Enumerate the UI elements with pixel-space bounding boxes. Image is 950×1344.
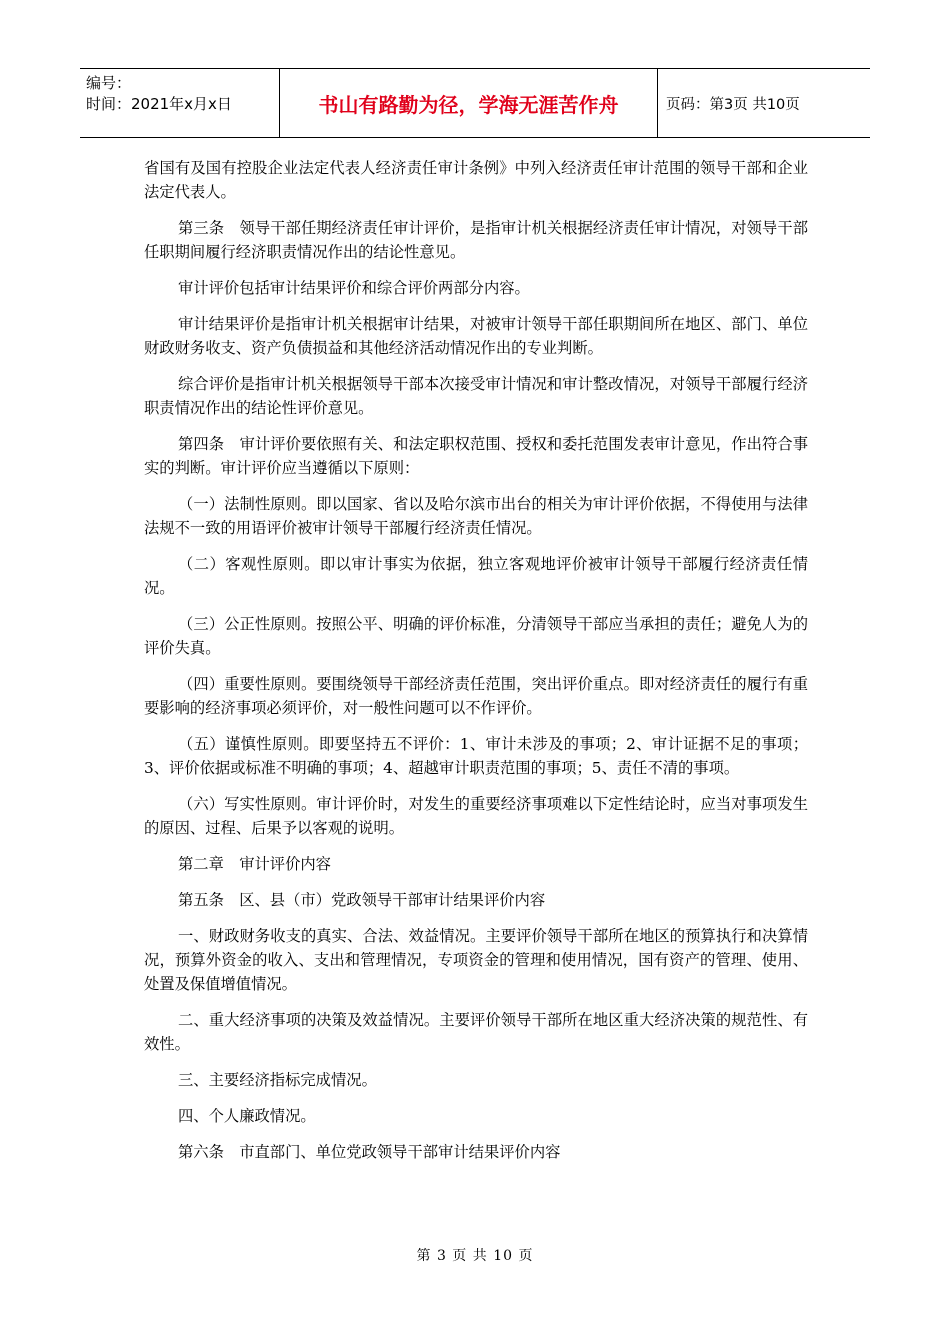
page-header: [80, 68, 870, 138]
paragraph: （五）谨慎性原则。即要坚持五不评价：1、审计未涉及的事项；2、审计证据不足的事项；3、评价依据或标准不明确的事项；4、超越审计职责范围的事项；5、责任不清的事项。: [144, 735, 808, 777]
paragraph: 二、重大经济事项的决策及效益情况。主要评价领导干部所在地区重大经济决策的规范性、有效性。: [144, 1011, 808, 1053]
paragraph: （四）重要性原则。要围绕领导干部经济责任范围，突出评价重点。即对经济责任的履行有重要影响的经济事项必须评价，对一般性问题可以不作评价。: [144, 675, 808, 717]
page-footer: 第 3 页 共 10 页: [416, 1248, 534, 1264]
paragraph: 一、财政财务收支的真实、合法、效益情况。主要评价领导干部所在地区的预算执行和决算情况，预算外资金的收入、支出和管理情况，专项资金的管理和使用情况，国有资产的管理、使用、处置及保值增值情况。: [144, 927, 808, 993]
paragraph: 第三条 领导干部任期经济责任审计评价，是指审计机关根据经济责任审计情况，对领导干部任职期间履行经济职责情况作出的结论性意见。: [144, 219, 808, 261]
article-heading: 第六条 市直部门、单位党政领导干部审计结果评价内容: [178, 1143, 561, 1161]
paragraph: 三、主要经济指标完成情况。: [178, 1071, 377, 1089]
paragraph: （三）公正性原则。按照公平、明确的评价标准，分清领导干部应当承担的责任；避免人为的评价失真。: [144, 615, 808, 657]
paragraph: 审计评价包括审计结果评价和综合评价两部分内容。: [178, 279, 530, 297]
paragraph: （六）写实性原则。审计评价时，对发生的重要经济事项难以下定性结论时，应当对事项发生的原因、过程、后果予以客观的说明。: [144, 795, 808, 837]
paragraph: 第四条 审计评价要依照有关、和法定职权范围、授权和委托范围发表审计意见，作出符合事实的判断。审计评价应当遵循以下原则：: [144, 435, 808, 477]
chapter-heading: 第二章 审计评价内容: [178, 855, 331, 873]
paragraph: 省国有及国有控股企业法定代表人经济责任审计条例》中列入经济责任审计范围的领导干部和企业法定代表人。: [144, 159, 808, 201]
document-code-label: 编号：: [86, 74, 132, 92]
header-page-info: 页码：第3页 共10页: [666, 96, 800, 113]
paragraph: （二）客观性原则。即以审计事实为依据，独立客观地评价被审计领导干部履行经济责任情况。: [144, 555, 808, 597]
article-heading: 第五条 区、县（市）党政领导干部审计结果评价内容: [178, 891, 546, 909]
header-motto: 书山有路勤为径，学海无涯苦作舟: [280, 69, 658, 137]
document-body: [144, 156, 808, 1176]
paragraph: 审计结果评价是指审计机关根据审计结果，对被审计领导干部任职期间所在地区、部门、单位财政财务收支、资产负债损益和其他经济活动情况作出的专业判断。: [144, 315, 808, 357]
header-meta: [80, 69, 280, 137]
document-date: 时间：2021年x月x日: [86, 95, 232, 113]
paragraph: （一）法制性原则。即以国家、省以及哈尔滨市出台的相关为审计评价依据，不得使用与法律法规不一致的用语评价被审计领导干部履行经济责任情况。: [144, 495, 808, 537]
paragraph: 四、个人廉政情况。: [178, 1107, 316, 1125]
paragraph: 综合评价是指审计机关根据领导干部本次接受审计情况和审计整改情况，对领导干部履行经济职责情况作出的结论性评价意见。: [144, 375, 808, 417]
